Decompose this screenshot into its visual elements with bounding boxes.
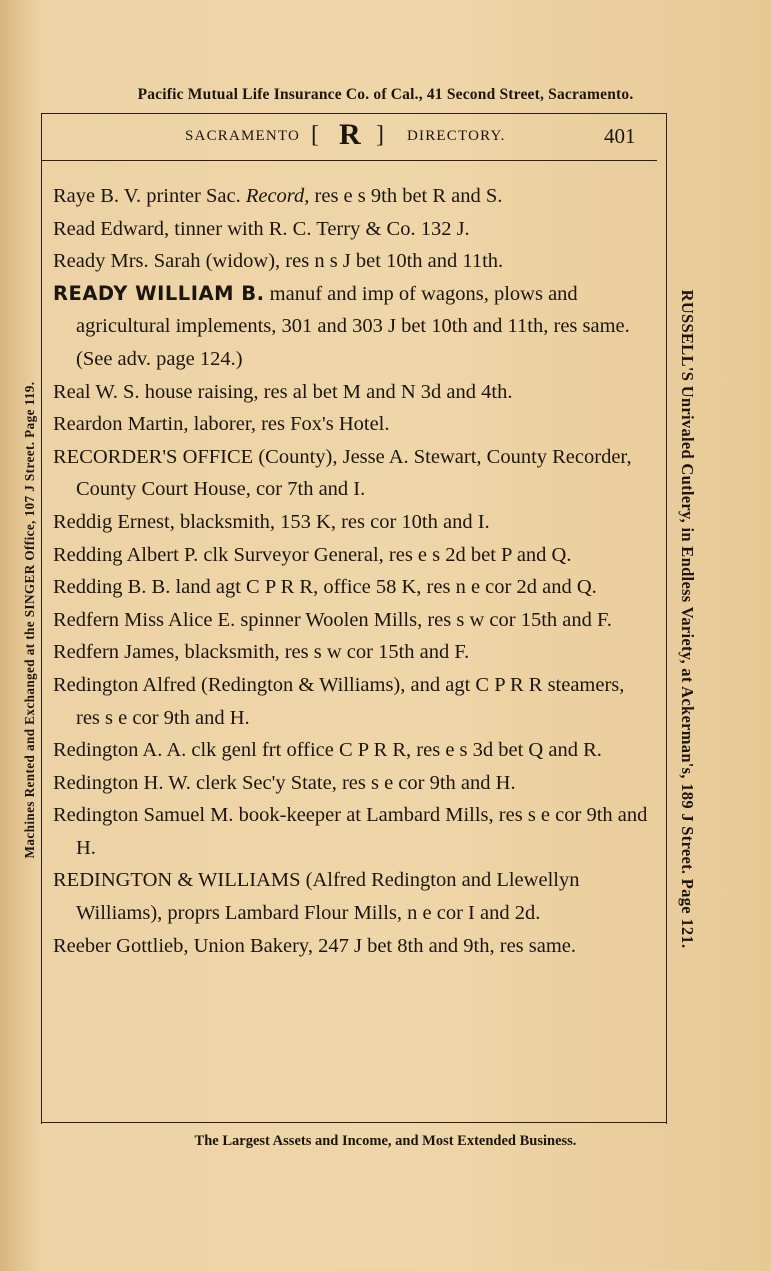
entry-bold-name: READY WILLIAM B.: [53, 281, 265, 305]
directory-entry: [53, 376, 653, 409]
directory-entry: [53, 180, 653, 213]
directory-entry: [53, 669, 653, 734]
directory-entry: [53, 245, 653, 278]
page-header: [41, 120, 657, 156]
directory-entry: [53, 799, 653, 864]
bottom-advertisement: The Largest Assets and Income, and Most Extended Business.: [194, 1133, 577, 1149]
entry-text: Redington H. W. clerk Sec'y State, res s e cor 9th and H.: [53, 771, 516, 794]
entry-italic: Record,: [245, 185, 310, 207]
directory-entry: [53, 734, 653, 767]
header-city: SACRAMENTO: [185, 128, 301, 144]
directory-entry: [53, 539, 653, 572]
directory-entries: [53, 180, 653, 962]
entry-text: Raye B. V. printer Sac.: [53, 185, 246, 207]
directory-entry: [53, 864, 653, 929]
directory-entry: [53, 441, 653, 506]
entry-text: res e s 9th bet R and S.: [309, 185, 503, 207]
entry-text: Real W. S. house raising, res al bet M and N 3d and 4th.: [53, 380, 513, 403]
directory-entry: [53, 571, 653, 604]
directory-entry: [53, 213, 653, 246]
header-letter: R: [339, 118, 361, 151]
directory-entry: [53, 636, 653, 669]
left-margin-advertisement: Machines Rented and Exchanged at the SINGER Office, 107 J Street. Page 119.: [22, 381, 37, 859]
directory-entry: [53, 506, 653, 539]
header-directory: DIRECTORY.: [407, 128, 506, 144]
header-rule: [41, 160, 657, 161]
entry-text: Reeber Gottlieb, Union Bakery, 247 J bet 8th and 9th, res same.: [53, 934, 577, 957]
bottom-rule: [41, 1122, 667, 1123]
header-bracket-close: ]: [376, 122, 384, 148]
entry-text: REDINGTON & WILLIAMS (Alfred Redington and Llewellyn Williams), proprs Lambard Flour Mills, n e cor I and 2d.: [53, 869, 580, 925]
entry-text: manuf and imp of wagons, plows and agricultural implements, 301 and 303 J bet 10th and 11th, res same. (See adv. page 124.): [76, 282, 630, 370]
entry-text: Ready Mrs. Sarah (widow), res n s J bet 10th and 11th.: [53, 250, 504, 273]
entry-text: Redding B. B. land agt C P R R, office 58 K, res n e cor 2d and Q.: [53, 576, 597, 599]
directory-entry: [53, 930, 653, 963]
header-bracket-open: [: [311, 122, 319, 148]
entry-text: Redfern Miss Alice E. spinner Woolen Mills, res s w cor 15th and F.: [53, 608, 612, 631]
directory-entry: [53, 767, 653, 800]
directory-entry: [53, 408, 653, 441]
entry-text: Redington Alfred (Redington & Williams), and agt C P R R steamers, res s e cor 9th and H.: [53, 673, 625, 729]
entry-text: Redding Albert P. clk Surveyor General, res e s 2d bet P and Q.: [53, 543, 572, 566]
directory-entry: [53, 604, 653, 637]
entry-text: Redfern James, blacksmith, res s w cor 15th and F.: [53, 641, 470, 664]
entry-text: Redington Samuel M. book-keeper at Lambard Mills, res s e cor 9th and H.: [53, 804, 648, 859]
entry-text: Reardon Martin, laborer, res Fox's Hotel.: [53, 413, 390, 436]
entry-text: Redington A. A. clk genl frt office C P R R, res e s 3d bet Q and R.: [53, 739, 602, 762]
entry-text: Read Edward, tinner with R. C. Terry & Co. 132 J.: [53, 217, 470, 240]
entry-text: RECORDER'S OFFICE (County), Jesse A. Stewart, County Recorder, County Court House, cor 7th and I.: [53, 445, 632, 501]
page-number: 401: [604, 124, 636, 148]
directory-entry: [53, 278, 653, 376]
top-advertisement: Pacific Mutual Life Insurance Co. of Cal., 41 Second Street, Sacramento.: [137, 86, 634, 103]
entry-text: Reddig Ernest, blacksmith, 153 K, res cor 10th and I.: [53, 510, 490, 533]
right-margin-advertisement: RUSSELL'S Unrivaled Cutlery, in Endless Variety, at Ackerman's, 189 J Street. Page 121.: [678, 289, 697, 949]
